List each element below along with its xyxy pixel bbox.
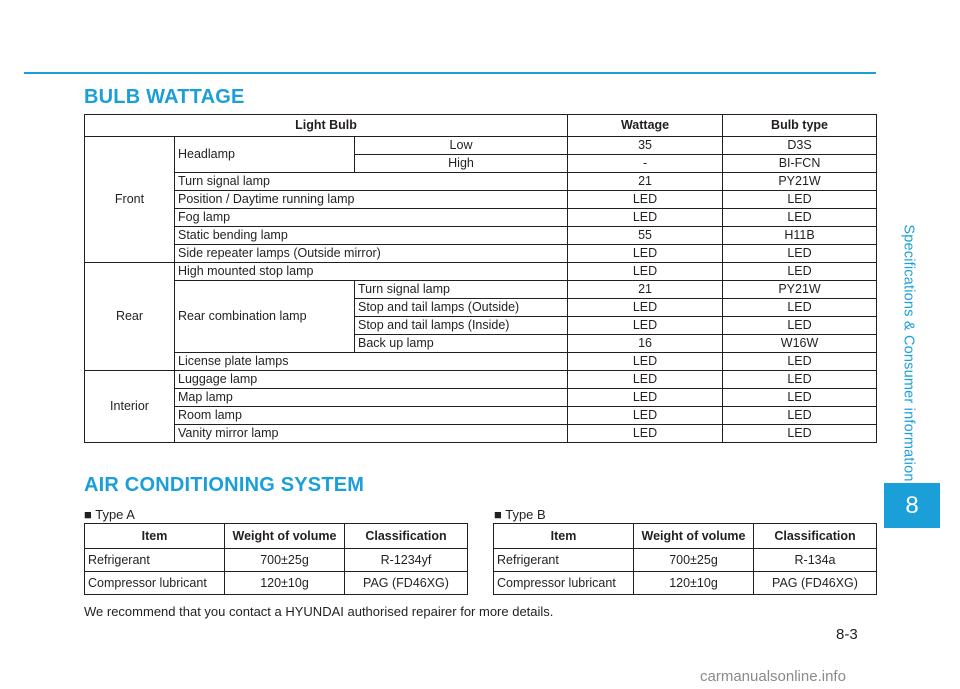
table-row xyxy=(85,173,877,191)
table-row xyxy=(85,425,877,443)
table-row xyxy=(85,549,468,572)
bulb-wattage-table xyxy=(84,114,877,443)
bulb-type-cell: LED xyxy=(723,407,877,425)
wattage-cell: LED xyxy=(568,389,723,407)
table-row xyxy=(494,572,877,595)
headlamp-label: Headlamp xyxy=(175,137,355,173)
wattage-cell: LED xyxy=(568,317,723,335)
table-row xyxy=(85,281,877,299)
bulb-type-cell: LED xyxy=(723,299,877,317)
bulb-type-cell: LED xyxy=(723,353,877,371)
table-row xyxy=(85,191,877,209)
item-cell: Luggage lamp xyxy=(175,371,568,389)
group-interior: Interior xyxy=(85,371,175,443)
group-front: Front xyxy=(85,137,175,263)
table-row xyxy=(85,263,877,281)
weight-cell: 120±10g xyxy=(225,572,345,595)
bulb-type-cell: LED xyxy=(723,245,877,263)
bulb-type-cell: D3S xyxy=(723,137,877,155)
header-classification: Classification xyxy=(754,524,877,549)
header-weight: Weight of volume xyxy=(634,524,754,549)
item-cell: Compressor lubricant xyxy=(85,572,225,595)
wattage-cell: 21 xyxy=(568,281,723,299)
wattage-cell: LED xyxy=(568,209,723,227)
header-item: Item xyxy=(85,524,225,549)
bulb-type-cell: PY21W xyxy=(723,173,877,191)
bulb-type-cell: LED xyxy=(723,371,877,389)
bulb-type-cell: H11B xyxy=(723,227,877,245)
headlamp-high: High xyxy=(355,155,568,173)
chapter-side-label: Specifications & Consumer information xyxy=(901,223,917,482)
header-bulb-type: Bulb type xyxy=(723,115,877,137)
watermark: carmanualsonline.info xyxy=(700,668,846,685)
item-cell: License plate lamps xyxy=(175,353,568,371)
table-row xyxy=(85,227,877,245)
wattage-cell: LED xyxy=(568,191,723,209)
wattage-cell: LED xyxy=(568,353,723,371)
bulb-type-cell: W16W xyxy=(723,335,877,353)
table-row xyxy=(494,549,877,572)
header-classification: Classification xyxy=(345,524,468,549)
wattage-cell: - xyxy=(568,155,723,173)
ac-type-a-table xyxy=(84,523,468,595)
table-row xyxy=(85,245,877,263)
item-cell: Turn signal lamp xyxy=(355,281,568,299)
table-row xyxy=(85,389,877,407)
table-row xyxy=(85,407,877,425)
bulb-type-cell: LED xyxy=(723,425,877,443)
bulb-type-cell: BI-FCN xyxy=(723,155,877,173)
table-row xyxy=(85,371,877,389)
header-light-bulb: Light Bulb xyxy=(85,115,568,137)
classification-cell: R-134a xyxy=(754,549,877,572)
table-row xyxy=(85,572,468,595)
header-rule xyxy=(24,72,876,74)
wattage-cell: 35 xyxy=(568,137,723,155)
page-number: 8-3 xyxy=(836,626,858,643)
item-cell: Refrigerant xyxy=(85,549,225,572)
weight-cell: 700±25g xyxy=(225,549,345,572)
item-cell: Map lamp xyxy=(175,389,568,407)
wattage-cell: LED xyxy=(568,425,723,443)
wattage-cell: LED xyxy=(568,407,723,425)
air-conditioning-title: AIR CONDITIONING SYSTEM xyxy=(84,474,365,496)
wattage-cell: LED xyxy=(568,299,723,317)
table-header-row xyxy=(85,524,468,549)
item-cell: Position / Daytime running lamp xyxy=(175,191,568,209)
bulb-type-cell: PY21W xyxy=(723,281,877,299)
repairer-note: We recommend that you contact a HYUNDAI authorised repairer for more details. xyxy=(84,604,554,619)
wattage-cell: 55 xyxy=(568,227,723,245)
group-rear: Rear xyxy=(85,263,175,371)
bulb-wattage-title: BULB WATTAGE xyxy=(84,86,245,108)
table-row xyxy=(85,209,877,227)
item-cell: Refrigerant xyxy=(494,549,634,572)
item-cell: Back up lamp xyxy=(355,335,568,353)
header-wattage: Wattage xyxy=(568,115,723,137)
table-header-row xyxy=(494,524,877,549)
type-b-label: ■ Type B xyxy=(494,507,546,522)
item-cell: High mounted stop lamp xyxy=(175,263,568,281)
item-cell: Room lamp xyxy=(175,407,568,425)
item-cell: Static bending lamp xyxy=(175,227,568,245)
bulb-type-cell: LED xyxy=(723,191,877,209)
bulb-type-cell: LED xyxy=(723,263,877,281)
wattage-cell: LED xyxy=(568,371,723,389)
item-cell: Stop and tail lamps (Inside) xyxy=(355,317,568,335)
type-a-label: ■ Type A xyxy=(84,507,135,522)
weight-cell: 120±10g xyxy=(634,572,754,595)
table-row xyxy=(85,137,877,155)
bulb-type-cell: LED xyxy=(723,389,877,407)
wattage-cell: LED xyxy=(568,263,723,281)
wattage-cell: 16 xyxy=(568,335,723,353)
classification-cell: PAG (FD46XG) xyxy=(754,572,877,595)
wattage-cell: LED xyxy=(568,245,723,263)
item-cell: Compressor lubricant xyxy=(494,572,634,595)
weight-cell: 700±25g xyxy=(634,549,754,572)
table-row xyxy=(85,353,877,371)
chapter-tab[interactable]: 8 xyxy=(884,483,940,528)
bulb-type-cell: LED xyxy=(723,209,877,227)
item-cell: Stop and tail lamps (Outside) xyxy=(355,299,568,317)
headlamp-low: Low xyxy=(355,137,568,155)
classification-cell: PAG (FD46XG) xyxy=(345,572,468,595)
item-cell: Fog lamp xyxy=(175,209,568,227)
table-header-row xyxy=(85,115,877,137)
header-weight: Weight of volume xyxy=(225,524,345,549)
ac-type-b-table xyxy=(493,523,877,595)
classification-cell: R-1234yf xyxy=(345,549,468,572)
item-cell: Turn signal lamp xyxy=(175,173,568,191)
wattage-cell: 21 xyxy=(568,173,723,191)
item-cell: Side repeater lamps (Outside mirror) xyxy=(175,245,568,263)
header-item: Item xyxy=(494,524,634,549)
bulb-type-cell: LED xyxy=(723,317,877,335)
rear-combination-label: Rear combination lamp xyxy=(175,281,355,353)
item-cell: Vanity mirror lamp xyxy=(175,425,568,443)
